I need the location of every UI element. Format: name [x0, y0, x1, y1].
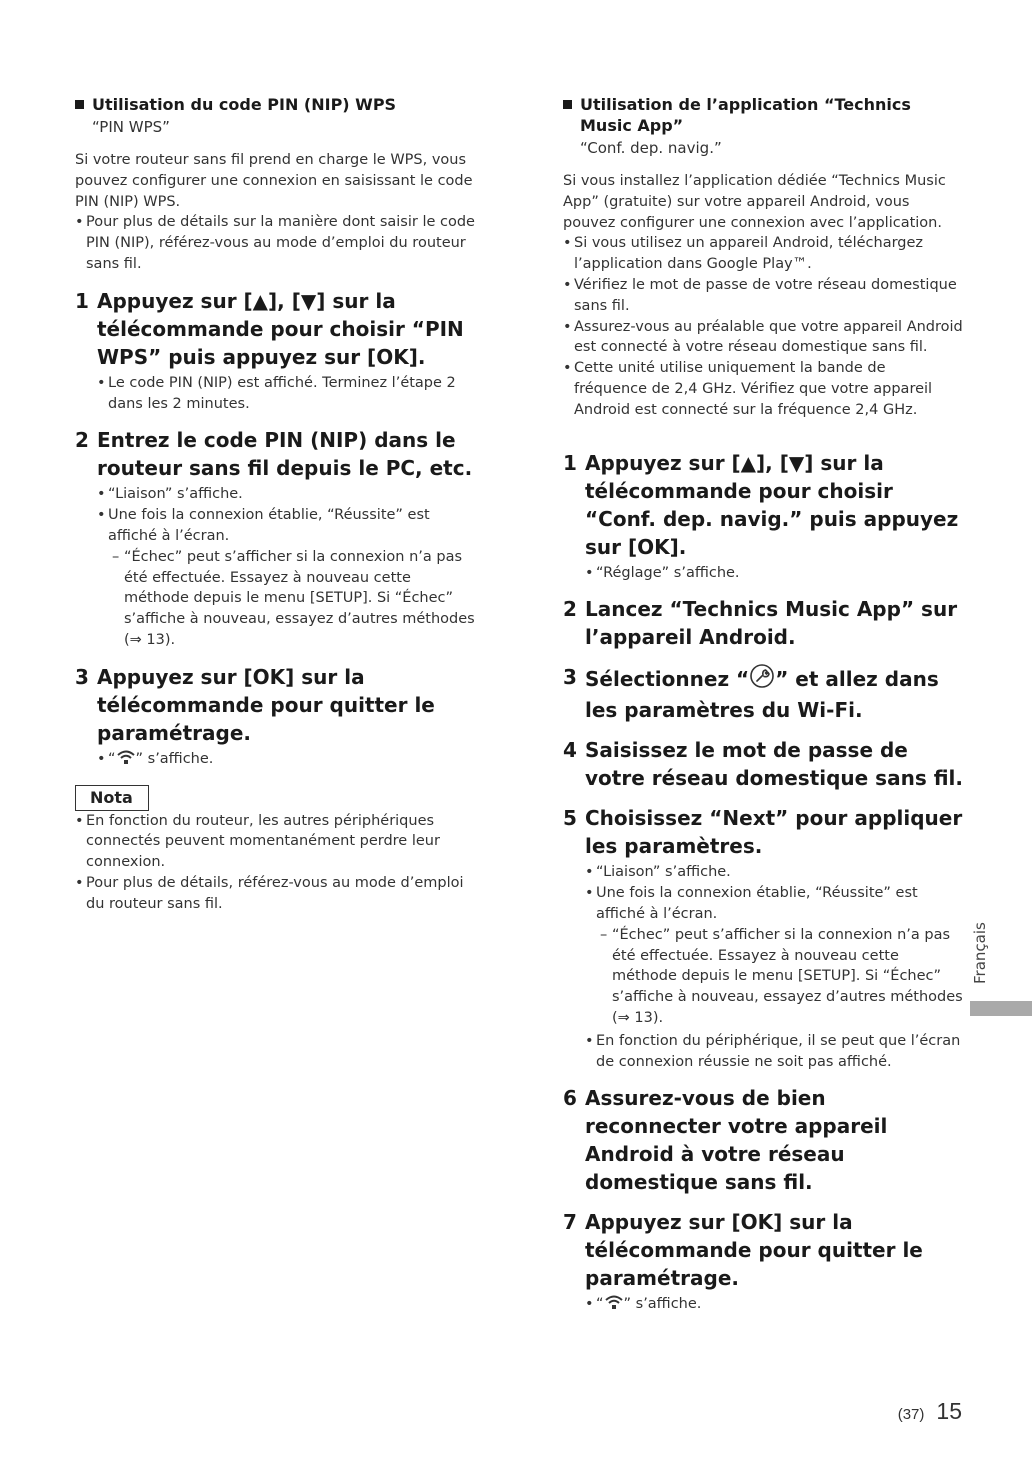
- step-number: 7: [563, 1210, 577, 1235]
- nota-list: [75, 811, 475, 915]
- dash-note: – “Échec” peut s’afficher si la connexion n’a pas été effectuée. Essayez à nouveau cette méthode depuis le menu [SETUP]. Si “Échec” s’affiche à nouveau, essayez d’autres méthodes (⇒ 13).: [596, 925, 963, 1029]
- language-tab-label: Français: [971, 922, 989, 984]
- step-number: 1: [563, 450, 577, 475]
- step-title: Entrez le code PIN (NIP) dans le routeur sans fil depuis le PC, etc.: [97, 428, 473, 481]
- step-1: [75, 287, 475, 415]
- square-bullet-icon: [75, 100, 84, 109]
- step-title: Appuyez sur [▲], [▼] sur la télécommande pour choisir “PIN WPS” puis appuyez sur [OK].: [97, 288, 464, 369]
- section-heading-pin-wps: Utilisation du code PIN (NIP) WPS: [75, 94, 475, 115]
- settings-wrench-icon: [749, 663, 775, 696]
- list-item: • Assurez-vous au préalable que votre appareil Android est connecté à votre réseau domestique sans fil.: [563, 317, 963, 359]
- section-heading-technics-app: Utilisation de l’application “Technics Music App”: [563, 94, 963, 136]
- step-title: Appuyez sur [▲], [▼] sur la télécommande pour choisir “Conf. dep. navig.” puis appuyez sur [OK].: [585, 450, 959, 559]
- list-item: • “Réglage” s’affiche.: [585, 563, 963, 584]
- intro-paragraph: Si votre routeur sans fil prend en charge le WPS, vous pouvez configurer une connexion en saisissant le code PIN (NIP) WPS.: [75, 152, 473, 210]
- step-title: Choisissez “Next” pour appliquer les paramètres.: [585, 806, 963, 859]
- list-item: • Cette unité utilise uniquement la bande de fréquence de 2,4 GHz. Vérifiez que votre appareil Android est connecté sur la fréquence 2,4 GHz.: [563, 358, 963, 420]
- intro-bullets: [563, 233, 963, 420]
- step-title: Sélectionnez “ ” et allez dans les paramètres du Wi-Fi.: [585, 663, 963, 724]
- list-item: • Pour plus de détails, référez-vous au mode d’emploi du routeur sans fil.: [75, 873, 475, 915]
- list-item: • En fonction du périphérique, il se peut que l’écran de connexion réussie ne soit pas affiché.: [585, 1031, 963, 1073]
- step-title: Assurez-vous de bien reconnecter votre appareil Android à votre réseau domestique sans fil.: [585, 1086, 888, 1195]
- section-subtitle: “Conf. dep. navig.”: [580, 139, 722, 157]
- nota-label: Nota: [75, 785, 149, 811]
- list-item: • En fonction du routeur, les autres périphériques connectés peuvent momentanément perdre leur connexion.: [75, 811, 475, 873]
- step-7: [563, 1208, 963, 1318]
- list-item: • Une fois la connexion établie, “Réussite” est affiché à l’écran.: [585, 883, 963, 925]
- step-number: 4: [563, 738, 577, 763]
- list-item: • Le code PIN (NIP) est affiché. Terminez l’étape 2 dans les 2 minutes.: [97, 373, 475, 415]
- section-subtitle: “PIN WPS”: [92, 118, 170, 136]
- step-number: 1: [75, 288, 89, 313]
- step-3: [75, 663, 475, 773]
- step-6: [563, 1084, 963, 1196]
- page-main-number: 15: [936, 1398, 962, 1424]
- list-item: • Vérifiez le mot de passe de votre réseau domestique sans fil.: [563, 275, 963, 317]
- step-number: 3: [75, 664, 89, 689]
- dash-note: – “Échec” peut s’afficher si la connexion n’a pas été effectuée. Essayez à nouveau cette méthode depuis le menu [SETUP]. Si “Échec” s’affiche à nouveau, essayez d’autres méthodes (⇒ 13).: [108, 547, 475, 651]
- list-item: • “ ” s’affiche.: [97, 749, 475, 773]
- step-1: [563, 449, 963, 584]
- step-5: [563, 804, 963, 1072]
- step-title: Lancez “Technics Music App” sur l’appareil Android.: [585, 597, 958, 650]
- right-column: [563, 94, 963, 1318]
- page-sub-number: (37): [897, 1406, 925, 1423]
- list-item: • “Liaison” s’affiche.: [97, 484, 475, 505]
- step-2: [75, 426, 475, 650]
- step-2: [563, 595, 963, 651]
- step-4: [563, 736, 963, 792]
- list-item: • “Liaison” s’affiche.: [585, 862, 963, 883]
- intro-paragraph: Si vous installez l’application dédiée “Technics Music App” (gratuite) sur votre appareil Android, vous pouvez configurer une connexion avec l’application.: [563, 173, 946, 231]
- step-3: [563, 663, 963, 724]
- square-bullet-icon: [563, 100, 572, 109]
- step-number: 6: [563, 1086, 577, 1111]
- list-item: • “ ” s’affiche.: [585, 1294, 963, 1318]
- step-number: 5: [563, 806, 577, 831]
- intro-bullets: [75, 212, 475, 274]
- wifi-icon: [604, 1294, 624, 1318]
- step-number: 3: [563, 665, 577, 690]
- page-number: [870, 1398, 962, 1425]
- left-column: [75, 94, 475, 915]
- list-item: • Une fois la connexion établie, “Réussite” est affiché à l’écran.: [97, 505, 475, 547]
- step-title: Saisissez le mot de passe de votre réseau domestique sans fil.: [585, 738, 963, 791]
- list-item: • Pour plus de détails sur la manière dont saisir le code PIN (NIP), référez-vous au mode d’emploi du routeur sans fil.: [75, 212, 475, 274]
- step-title: Appuyez sur [OK] sur la télécommande pour quitter le paramétrage.: [585, 1210, 923, 1291]
- language-tab-bar: [970, 1001, 1032, 1016]
- wifi-icon: [116, 749, 136, 773]
- list-item: • Si vous utilisez un appareil Android, téléchargez l’application dans Google Play™.: [563, 233, 963, 275]
- step-number: 2: [563, 597, 577, 622]
- step-title: Appuyez sur [OK] sur la télécommande pour quitter le paramétrage.: [97, 664, 435, 745]
- step-number: 2: [75, 428, 89, 453]
